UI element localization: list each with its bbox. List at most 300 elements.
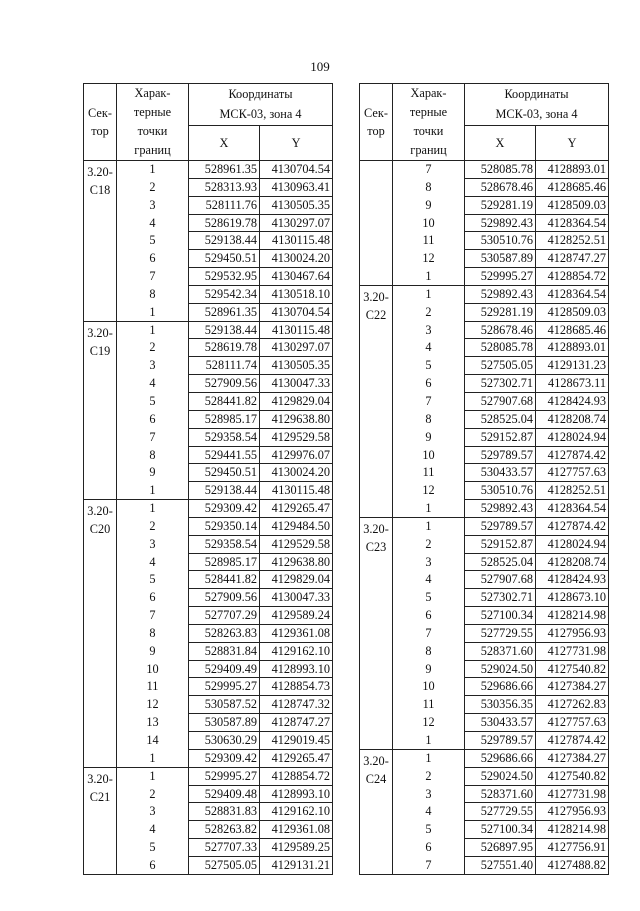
x-coordinate-cell: 527505.05: [465, 357, 536, 375]
header-sector: Сек- тор: [360, 84, 393, 161]
header-sector: Сек- тор: [84, 84, 117, 161]
x-coordinate-cell: 529281.19: [465, 196, 536, 214]
y-coordinate-cell: 4129162.10: [260, 803, 333, 821]
x-coordinate-cell: 530587.89: [465, 250, 536, 268]
table-row: [360, 553, 609, 571]
x-coordinate-cell: 529309.42: [189, 500, 260, 518]
y-coordinate-cell: 4130467.64: [260, 268, 333, 286]
y-coordinate-cell: 4129976.07: [260, 446, 333, 464]
x-coordinate-cell: 527551.40: [465, 856, 536, 874]
y-coordinate-cell: 4128208.74: [536, 410, 609, 428]
table-row: [360, 375, 609, 393]
y-coordinate-cell: 4128424.93: [536, 392, 609, 410]
table-row: [360, 660, 609, 678]
point-number-cell: 9: [117, 642, 189, 660]
table-row: [84, 321, 333, 339]
x-coordinate-cell: 528111.74: [189, 357, 260, 375]
table-row: [360, 357, 609, 375]
y-coordinate-cell: 4128509.03: [536, 303, 609, 321]
y-coordinate-cell: 4127756.91: [536, 839, 609, 857]
x-coordinate-cell: 528678.46: [465, 178, 536, 196]
x-coordinate-cell: 527729.55: [465, 624, 536, 642]
header-coordinates: Координаты МСК-03, зона 4: [189, 84, 333, 126]
y-coordinate-cell: 4130704.54: [260, 161, 333, 179]
x-coordinate-cell: 529152.87: [465, 535, 536, 553]
sector-cell: [360, 161, 393, 286]
y-coordinate-cell: 4130297.07: [260, 339, 333, 357]
x-coordinate-cell: 528678.46: [465, 321, 536, 339]
table-row: [84, 660, 333, 678]
table-row: [84, 767, 333, 785]
table-row: [360, 535, 609, 553]
table-row: [84, 821, 333, 839]
point-number-cell: 4: [393, 339, 465, 357]
y-coordinate-cell: 4130115.48: [260, 321, 333, 339]
x-coordinate-cell: 529441.55: [189, 446, 260, 464]
table-row: [84, 196, 333, 214]
point-number-cell: 12: [393, 482, 465, 500]
table-row: [84, 357, 333, 375]
table-row: [84, 839, 333, 857]
table-row: [84, 535, 333, 553]
table-row: [360, 303, 609, 321]
point-number-cell: 2: [393, 535, 465, 553]
y-coordinate-cell: 4128252.51: [536, 482, 609, 500]
point-number-cell: 6: [117, 410, 189, 428]
y-coordinate-cell: 4128024.94: [536, 428, 609, 446]
y-coordinate-cell: 4129361.08: [260, 821, 333, 839]
y-coordinate-cell: 4129162.10: [260, 642, 333, 660]
x-coordinate-cell: 528525.04: [465, 410, 536, 428]
y-coordinate-cell: 4127384.27: [536, 678, 609, 696]
x-coordinate-cell: 527505.05: [189, 856, 260, 874]
x-coordinate-cell: 529350.14: [189, 517, 260, 535]
point-number-cell: 4: [393, 571, 465, 589]
table-row: [84, 571, 333, 589]
y-coordinate-cell: 4127874.42: [536, 517, 609, 535]
point-number-cell: 10: [393, 446, 465, 464]
point-number-cell: 5: [393, 821, 465, 839]
x-coordinate-cell: 529138.44: [189, 321, 260, 339]
x-coordinate-cell: 529024.50: [465, 660, 536, 678]
y-coordinate-cell: 4128424.93: [536, 571, 609, 589]
table-row: [360, 464, 609, 482]
x-coordinate-cell: 527707.33: [189, 839, 260, 857]
x-coordinate-cell: 530433.57: [465, 464, 536, 482]
y-coordinate-cell: 4130704.54: [260, 303, 333, 321]
y-coordinate-cell: 4127956.93: [536, 803, 609, 821]
y-coordinate-cell: 4130518.10: [260, 285, 333, 303]
table-row: [360, 856, 609, 874]
x-coordinate-cell: 527907.68: [465, 392, 536, 410]
y-coordinate-cell: 4130115.48: [260, 232, 333, 250]
table-row: [84, 392, 333, 410]
y-coordinate-cell: 4128685.46: [536, 178, 609, 196]
table-row: [84, 678, 333, 696]
y-coordinate-cell: 4128854.72: [260, 767, 333, 785]
y-coordinate-cell: 4128893.01: [536, 161, 609, 179]
x-coordinate-cell: 529995.27: [189, 767, 260, 785]
x-coordinate-cell: 528371.60: [465, 785, 536, 803]
y-coordinate-cell: 4128993.10: [260, 660, 333, 678]
table-row: [360, 285, 609, 303]
y-coordinate-cell: 4128747.27: [536, 250, 609, 268]
y-coordinate-cell: 4128214.98: [536, 607, 609, 625]
point-number-cell: 11: [393, 464, 465, 482]
x-coordinate-cell: 529686.66: [465, 749, 536, 767]
x-coordinate-cell: 528263.82: [189, 821, 260, 839]
y-coordinate-cell: 4128685.46: [536, 321, 609, 339]
x-coordinate-cell: 527909.56: [189, 589, 260, 607]
table-row: [360, 517, 609, 535]
x-coordinate-cell: 528831.84: [189, 642, 260, 660]
x-coordinate-cell: 529409.48: [189, 785, 260, 803]
x-coordinate-cell: 529152.87: [465, 428, 536, 446]
x-coordinate-cell: 529542.34: [189, 285, 260, 303]
sector-cell: 3.20- С19: [84, 321, 117, 499]
y-coordinate-cell: 4127731.98: [536, 785, 609, 803]
sector-cell: 3.20- С20: [84, 500, 117, 768]
y-coordinate-cell: 4127757.63: [536, 714, 609, 732]
table-row: [84, 428, 333, 446]
table-row: [360, 232, 609, 250]
y-coordinate-cell: 4127874.42: [536, 446, 609, 464]
point-number-cell: 4: [393, 803, 465, 821]
table-row: [360, 250, 609, 268]
point-number-cell: 6: [117, 250, 189, 268]
header-y: Y: [260, 126, 333, 161]
x-coordinate-cell: 530510.76: [465, 232, 536, 250]
y-coordinate-cell: 4128509.03: [536, 196, 609, 214]
table-row: [84, 446, 333, 464]
y-coordinate-cell: 4130024.20: [260, 250, 333, 268]
x-coordinate-cell: 529995.27: [465, 268, 536, 286]
y-coordinate-cell: 4128214.98: [536, 821, 609, 839]
table-row: [84, 178, 333, 196]
x-coordinate-cell: 528371.60: [465, 642, 536, 660]
table-row: [360, 732, 609, 750]
page-number: 109: [310, 59, 330, 74]
x-coordinate-cell: 527907.68: [465, 571, 536, 589]
y-coordinate-cell: 4129589.25: [260, 839, 333, 857]
x-coordinate-cell: 529892.43: [465, 500, 536, 518]
point-number-cell: 11: [117, 678, 189, 696]
y-coordinate-cell: 4127540.82: [536, 767, 609, 785]
point-number-cell: 7: [117, 268, 189, 286]
x-coordinate-cell: 528525.04: [465, 553, 536, 571]
point-number-cell: 9: [117, 464, 189, 482]
y-coordinate-cell: 4129265.47: [260, 500, 333, 518]
point-number-cell: 13: [117, 714, 189, 732]
x-coordinate-cell: 529358.54: [189, 428, 260, 446]
table-row: [360, 803, 609, 821]
table-row: [360, 571, 609, 589]
point-number-cell: 3: [117, 803, 189, 821]
table-row: [360, 268, 609, 286]
table-row: [360, 392, 609, 410]
point-number-cell: 6: [393, 607, 465, 625]
x-coordinate-cell: 528985.17: [189, 553, 260, 571]
y-coordinate-cell: 4129131.23: [536, 357, 609, 375]
table-row: [360, 839, 609, 857]
y-coordinate-cell: 4128747.27: [260, 714, 333, 732]
point-number-cell: 12: [393, 250, 465, 268]
sector-cell: 3.20- С22: [360, 285, 393, 517]
x-coordinate-cell: 530587.52: [189, 696, 260, 714]
table-row: [360, 214, 609, 232]
table-row: [84, 589, 333, 607]
x-coordinate-cell: 529281.19: [465, 303, 536, 321]
point-number-cell: 8: [117, 285, 189, 303]
table-row: [84, 785, 333, 803]
point-number-cell: 5: [117, 232, 189, 250]
x-coordinate-cell: 527302.71: [465, 589, 536, 607]
point-number-cell: 1: [117, 500, 189, 518]
y-coordinate-cell: 4128747.32: [260, 696, 333, 714]
table-row: [360, 178, 609, 196]
point-number-cell: 4: [117, 821, 189, 839]
table-row: [84, 517, 333, 535]
point-number-cell: 7: [393, 856, 465, 874]
x-coordinate-cell: 528961.35: [189, 161, 260, 179]
point-number-cell: 2: [393, 303, 465, 321]
x-coordinate-cell: 527100.34: [465, 607, 536, 625]
point-number-cell: 14: [117, 732, 189, 750]
y-coordinate-cell: 4128024.94: [536, 535, 609, 553]
table-row: [84, 714, 333, 732]
point-number-cell: 5: [117, 839, 189, 857]
coordinates-table-right: [359, 83, 609, 875]
point-number-cell: 11: [393, 232, 465, 250]
point-number-cell: 8: [393, 178, 465, 196]
x-coordinate-cell: 528985.17: [189, 410, 260, 428]
x-coordinate-cell: 528961.35: [189, 303, 260, 321]
y-coordinate-cell: 4128364.54: [536, 285, 609, 303]
point-number-cell: 10: [117, 660, 189, 678]
x-coordinate-cell: 529138.44: [189, 482, 260, 500]
point-number-cell: 3: [117, 535, 189, 553]
point-number-cell: 6: [393, 375, 465, 393]
header-x: X: [189, 126, 260, 161]
table-row: [360, 196, 609, 214]
x-coordinate-cell: 530587.89: [189, 714, 260, 732]
x-coordinate-cell: 529450.51: [189, 250, 260, 268]
point-number-cell: 1: [393, 732, 465, 750]
y-coordinate-cell: 4129529.58: [260, 535, 333, 553]
table-row: [84, 303, 333, 321]
x-coordinate-cell: 529892.43: [465, 214, 536, 232]
table-row: [84, 856, 333, 874]
table-row: [84, 500, 333, 518]
point-number-cell: 5: [117, 392, 189, 410]
x-coordinate-cell: 530433.57: [465, 714, 536, 732]
x-coordinate-cell: 528619.78: [189, 214, 260, 232]
y-coordinate-cell: 4128364.54: [536, 500, 609, 518]
y-coordinate-cell: 4128993.10: [260, 785, 333, 803]
table-row: [84, 732, 333, 750]
point-number-cell: 8: [393, 410, 465, 428]
point-number-cell: 4: [117, 375, 189, 393]
table-row: [360, 696, 609, 714]
table-row: [360, 339, 609, 357]
header-coordinates: Координаты МСК-03, зона 4: [465, 84, 609, 126]
point-number-cell: 7: [117, 428, 189, 446]
table-row: [84, 339, 333, 357]
x-coordinate-cell: 529024.50: [465, 767, 536, 785]
point-number-cell: 1: [393, 517, 465, 535]
point-number-cell: 6: [117, 856, 189, 874]
x-coordinate-cell: 529358.54: [189, 535, 260, 553]
y-coordinate-cell: 4129265.47: [260, 749, 333, 767]
point-number-cell: 5: [117, 571, 189, 589]
y-coordinate-cell: 4127384.27: [536, 749, 609, 767]
table-row: [84, 214, 333, 232]
y-coordinate-cell: 4127731.98: [536, 642, 609, 660]
sector-cell: 3.20- С18: [84, 161, 117, 322]
point-number-cell: 1: [117, 749, 189, 767]
header-points: Харак- терные точки границ: [117, 84, 189, 161]
table-row: [360, 500, 609, 518]
x-coordinate-cell: 529995.27: [189, 678, 260, 696]
y-coordinate-cell: 4129829.04: [260, 392, 333, 410]
table-row: [84, 482, 333, 500]
x-coordinate-cell: 527729.55: [465, 803, 536, 821]
table-row: [84, 607, 333, 625]
table-row: [360, 714, 609, 732]
y-coordinate-cell: 4129131.21: [260, 856, 333, 874]
point-number-cell: 2: [117, 339, 189, 357]
y-coordinate-cell: 4128893.01: [536, 339, 609, 357]
point-number-cell: 3: [117, 357, 189, 375]
y-coordinate-cell: 4130024.20: [260, 464, 333, 482]
y-coordinate-cell: 4128854.73: [260, 678, 333, 696]
x-coordinate-cell: 528085.78: [465, 339, 536, 357]
x-coordinate-cell: 529789.57: [465, 732, 536, 750]
sector-cell: 3.20- С24: [360, 749, 393, 874]
y-coordinate-cell: 4127956.93: [536, 624, 609, 642]
y-coordinate-cell: 4128854.72: [536, 268, 609, 286]
point-number-cell: 2: [117, 178, 189, 196]
y-coordinate-cell: 4129638.80: [260, 410, 333, 428]
x-coordinate-cell: 530510.76: [465, 482, 536, 500]
y-coordinate-cell: 4129638.80: [260, 553, 333, 571]
table-row: [360, 428, 609, 446]
table-row: [360, 607, 609, 625]
table-row: [84, 642, 333, 660]
point-number-cell: 1: [393, 749, 465, 767]
x-coordinate-cell: 528831.83: [189, 803, 260, 821]
x-coordinate-cell: 530356.35: [465, 696, 536, 714]
x-coordinate-cell: 529892.43: [465, 285, 536, 303]
x-coordinate-cell: 528441.82: [189, 392, 260, 410]
point-number-cell: 1: [393, 268, 465, 286]
y-coordinate-cell: 4129019.45: [260, 732, 333, 750]
x-coordinate-cell: 528441.82: [189, 571, 260, 589]
y-coordinate-cell: 4127757.63: [536, 464, 609, 482]
table-row: [84, 464, 333, 482]
point-number-cell: 6: [393, 839, 465, 857]
table-row: [84, 250, 333, 268]
y-coordinate-cell: 4127540.82: [536, 660, 609, 678]
table-row: [360, 589, 609, 607]
point-number-cell: 3: [393, 553, 465, 571]
point-number-cell: 1: [117, 161, 189, 179]
point-number-cell: 4: [117, 553, 189, 571]
point-number-cell: 12: [117, 696, 189, 714]
point-number-cell: 10: [393, 214, 465, 232]
x-coordinate-cell: 529309.42: [189, 749, 260, 767]
x-coordinate-cell: 526897.95: [465, 839, 536, 857]
table-row: [360, 624, 609, 642]
x-coordinate-cell: 529686.66: [465, 678, 536, 696]
x-coordinate-cell: 529138.44: [189, 232, 260, 250]
point-number-cell: 7: [393, 392, 465, 410]
point-number-cell: 1: [117, 767, 189, 785]
x-coordinate-cell: 529789.57: [465, 517, 536, 535]
point-number-cell: 5: [393, 357, 465, 375]
point-number-cell: 2: [117, 517, 189, 535]
point-number-cell: 8: [393, 642, 465, 660]
y-coordinate-cell: 4129484.50: [260, 517, 333, 535]
point-number-cell: 6: [117, 589, 189, 607]
point-number-cell: 2: [117, 785, 189, 803]
point-number-cell: 11: [393, 696, 465, 714]
point-number-cell: 4: [117, 214, 189, 232]
y-coordinate-cell: 4130047.33: [260, 375, 333, 393]
x-coordinate-cell: 528085.78: [465, 161, 536, 179]
table-row: [360, 482, 609, 500]
point-number-cell: 10: [393, 678, 465, 696]
point-number-cell: 1: [393, 285, 465, 303]
table-row: [360, 749, 609, 767]
y-coordinate-cell: 4130115.48: [260, 482, 333, 500]
point-number-cell: 1: [117, 303, 189, 321]
table-row: [84, 553, 333, 571]
y-coordinate-cell: 4129529.58: [260, 428, 333, 446]
point-number-cell: 9: [393, 660, 465, 678]
y-coordinate-cell: 4128252.51: [536, 232, 609, 250]
y-coordinate-cell: 4128673.10: [536, 589, 609, 607]
y-coordinate-cell: 4127874.42: [536, 732, 609, 750]
x-coordinate-cell: 527100.34: [465, 821, 536, 839]
y-coordinate-cell: 4130047.33: [260, 589, 333, 607]
table-row: [360, 678, 609, 696]
y-coordinate-cell: 4129361.08: [260, 624, 333, 642]
table-row: [84, 803, 333, 821]
point-number-cell: 5: [393, 589, 465, 607]
x-coordinate-cell: 528313.93: [189, 178, 260, 196]
table-row: [360, 321, 609, 339]
table-row: [84, 375, 333, 393]
y-coordinate-cell: 4130963.41: [260, 178, 333, 196]
table-row: [84, 161, 333, 179]
sector-cell: 3.20- С21: [84, 767, 117, 874]
point-number-cell: 9: [393, 428, 465, 446]
table-row: [84, 696, 333, 714]
y-coordinate-cell: 4129829.04: [260, 571, 333, 589]
x-coordinate-cell: 528111.76: [189, 196, 260, 214]
point-number-cell: 1: [117, 482, 189, 500]
point-number-cell: 1: [393, 500, 465, 518]
x-coordinate-cell: 529532.95: [189, 268, 260, 286]
table-row: [84, 410, 333, 428]
x-coordinate-cell: 529409.49: [189, 660, 260, 678]
y-coordinate-cell: 4130505.35: [260, 196, 333, 214]
point-number-cell: 7: [393, 161, 465, 179]
table-row: [360, 446, 609, 464]
point-number-cell: 2: [393, 767, 465, 785]
point-number-cell: 8: [117, 624, 189, 642]
